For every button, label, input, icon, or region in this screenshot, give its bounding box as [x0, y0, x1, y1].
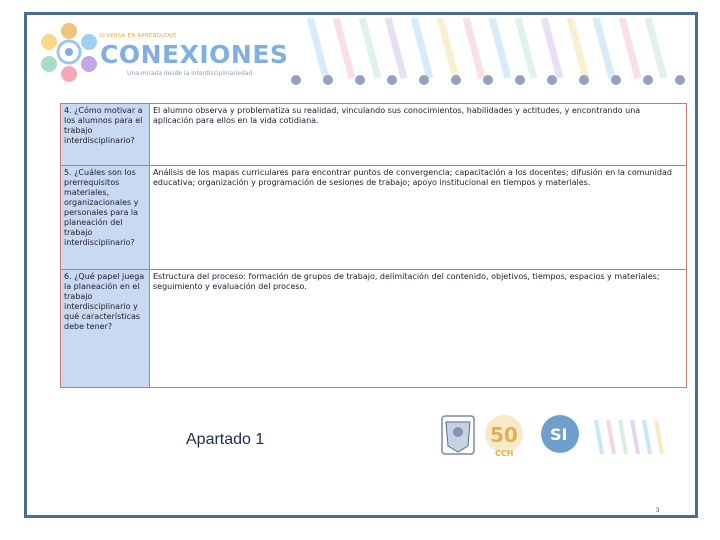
table-row [61, 104, 687, 166]
brand-kicker: DIVERSA EN APRENDIZAJE [100, 33, 177, 39]
page-number: 3 [656, 508, 660, 514]
question-cell: 6. ¿Qué papel juega la planeación en el trabajo interdisciplinario y qué características debe tener? [61, 270, 150, 388]
question-cell: 4. ¿Cómo motivar a los alumnos para el trabajo interdisciplinario? [61, 104, 150, 166]
question-cell: 5. ¿Cuáles son los prerrequisitos materiales, organizacionales y personales para la planeación del trabajo interdisciplinario? [61, 166, 150, 270]
answer-cell: El alumno observa y problematiza su realidad, vinculando sus conocimientos, habilidades y actitudes, y encontrando una aplicación para ellos en la vida cotidiana. [150, 104, 687, 166]
brand-subtitle: Una mirada desde la interdisciplinariedad [127, 70, 253, 77]
answer-cell: Estructura del proceso: formación de grupos de trabajo, delimitación del contenido, objetivos, tiempos, espacios y materiales; seguimiento y evaluación del proceso. [150, 270, 687, 388]
table-row [61, 166, 687, 270]
planning-table [60, 103, 687, 388]
answer-cell: Análisis de los mapas curriculares para encontrar puntos de convergencia; capacitación a los docentes; difusión en la comunidad educativa; organización y programación de sesiones de trabajo; apoyo institucional en tiempos y materiales. [150, 166, 687, 270]
brand-title: CONEXIONES [100, 40, 289, 69]
table-row [61, 270, 687, 388]
conexiones-logo-icon [38, 22, 100, 82]
cch-50-text: 50 [490, 423, 518, 447]
institution-logos [440, 410, 680, 460]
decorative-dots-icon [290, 74, 690, 86]
mini-stripes-icon [596, 420, 662, 454]
section-label: Apartado 1 [186, 431, 265, 448]
cch-text: CCH [495, 449, 514, 458]
si-logo-icon [541, 415, 579, 453]
unam-seal-icon [442, 416, 474, 454]
cch-50-logo-icon [485, 415, 523, 458]
si-text: SI [550, 425, 568, 444]
